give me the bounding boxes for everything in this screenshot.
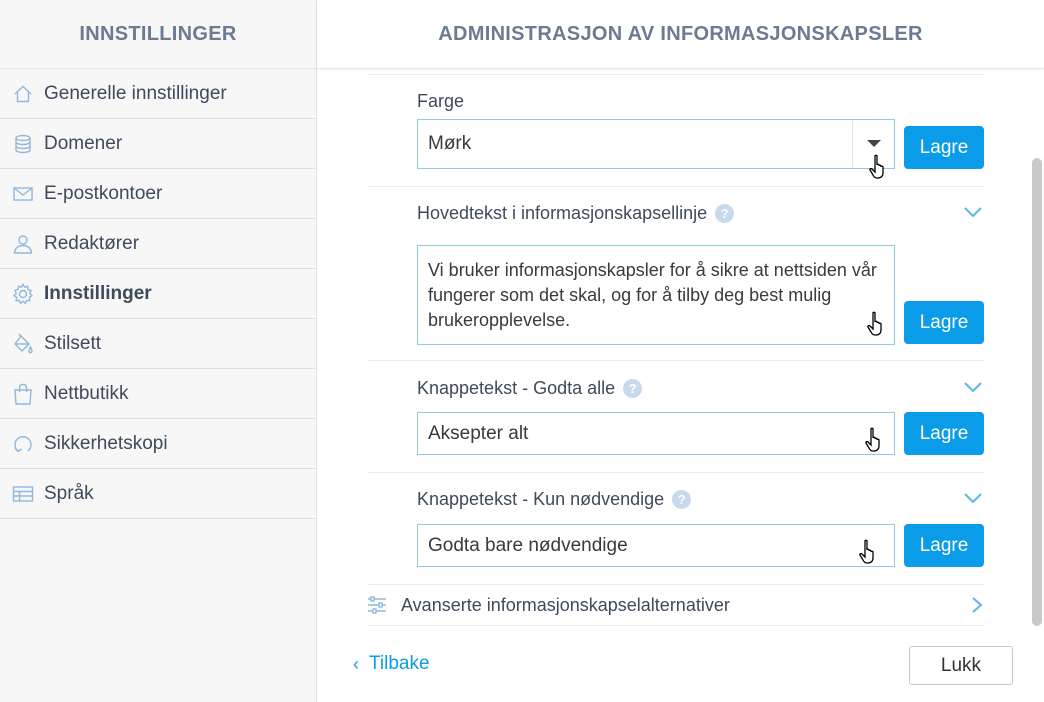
sidebar-item-label: Språk bbox=[44, 482, 94, 504]
save-necessary-button[interactable]: Lagre bbox=[904, 524, 984, 567]
sidebar-item-label: Nettbutikk bbox=[44, 382, 129, 404]
necessary-input[interactable] bbox=[417, 524, 895, 567]
help-icon[interactable]: ? bbox=[715, 204, 734, 223]
sidebar-item-general[interactable] bbox=[0, 69, 316, 119]
sliders-icon bbox=[367, 595, 387, 615]
user-icon bbox=[12, 233, 34, 255]
chevron-right-icon bbox=[970, 595, 984, 615]
accept-all-value: Aksepter alt bbox=[428, 423, 529, 444]
footer bbox=[317, 629, 1044, 702]
home-icon bbox=[12, 83, 34, 105]
main-panel bbox=[317, 0, 1044, 702]
necessary-label bbox=[417, 489, 691, 510]
sidebar-item-styles[interactable] bbox=[0, 319, 316, 369]
chevron-down-icon[interactable] bbox=[963, 380, 983, 394]
sidebar-item-label: Innstillinger bbox=[44, 282, 152, 304]
save-accept-all-button[interactable]: Lagre bbox=[904, 412, 984, 455]
mail-icon bbox=[12, 183, 34, 205]
gear-icon bbox=[12, 283, 34, 305]
sidebar-item-language[interactable] bbox=[0, 469, 316, 519]
hand-pointer-icon bbox=[858, 539, 880, 565]
sidebar-item-label: Sikkerhetskopi bbox=[44, 432, 168, 454]
sidebar-item-label: Domener bbox=[44, 132, 123, 154]
main-text-label-text: Hovedtekst i informasjonskapsellinje bbox=[417, 203, 708, 223]
main-text-value: Vi bruker informasjonskapsler for å sikre at nettsiden vår fungerer som det skal, og for å tilby deg best mulig brukeropplevelse. bbox=[428, 260, 877, 330]
sidebar-item-webshop[interactable] bbox=[0, 369, 316, 419]
sidebar-item-editors[interactable] bbox=[0, 219, 316, 269]
language-icon bbox=[12, 483, 34, 505]
paint-bucket-icon bbox=[12, 333, 34, 355]
settings-scroll-area[interactable] bbox=[317, 69, 1044, 629]
sidebar-item-label: E-postkontoer bbox=[44, 182, 163, 204]
accept-all-input[interactable] bbox=[417, 412, 895, 455]
sidebar-item-label: Stilsett bbox=[44, 332, 102, 354]
chevron-down-icon[interactable] bbox=[963, 205, 983, 219]
help-icon[interactable]: ? bbox=[672, 490, 691, 509]
caret-down-icon bbox=[867, 140, 881, 148]
main-text-label bbox=[417, 203, 734, 224]
sidebar-item-email-accounts[interactable] bbox=[0, 169, 316, 219]
page-title: ADMINISTRASJON AV INFORMASJONSKAPSLER bbox=[438, 22, 923, 45]
back-link[interactable] bbox=[353, 653, 430, 675]
accept-all-label-text: Knappetekst - Godta alle bbox=[417, 378, 616, 398]
chevron-left-icon: ‹ bbox=[353, 653, 359, 674]
close-button[interactable]: Lukk bbox=[909, 646, 1013, 685]
sidebar-item-domains[interactable] bbox=[0, 119, 316, 169]
database-icon bbox=[12, 133, 34, 155]
sidebar-title: INNSTILLINGER bbox=[79, 22, 237, 45]
hand-pointer-icon bbox=[864, 427, 886, 453]
necessary-label-text: Knappetekst - Kun nødvendige bbox=[417, 489, 665, 509]
sidebar-item-label: Redaktører bbox=[44, 232, 140, 254]
hand-pointer-icon bbox=[868, 154, 890, 180]
sidebar bbox=[0, 0, 317, 702]
necessary-value: Godta bare nødvendige bbox=[428, 535, 628, 556]
sidebar-item-backup[interactable] bbox=[0, 419, 316, 469]
color-select[interactable] bbox=[417, 119, 895, 169]
accept-all-label bbox=[417, 378, 642, 399]
hand-pointer-icon bbox=[866, 311, 888, 337]
backup-icon bbox=[12, 433, 34, 455]
back-label: Tilbake bbox=[369, 653, 430, 674]
color-select-value: Mørk bbox=[428, 133, 472, 154]
main-text-textarea[interactable] bbox=[417, 245, 895, 345]
shopping-bag-icon bbox=[12, 383, 34, 405]
color-label: Farge bbox=[417, 91, 465, 111]
advanced-label: Avanserte informasjonskapselalternativer bbox=[401, 594, 730, 615]
sidebar-item-settings[interactable] bbox=[0, 269, 316, 319]
scrollbar[interactable] bbox=[1032, 158, 1042, 626]
sidebar-header bbox=[0, 0, 316, 69]
save-main-text-button[interactable]: Lagre bbox=[904, 301, 984, 344]
save-color-button[interactable]: Lagre bbox=[904, 126, 984, 169]
sidebar-item-label: Generelle innstillinger bbox=[44, 82, 227, 104]
advanced-cookie-options[interactable] bbox=[367, 584, 984, 626]
main-header bbox=[317, 0, 1044, 69]
chevron-down-icon[interactable] bbox=[963, 491, 983, 505]
help-icon[interactable]: ? bbox=[623, 379, 642, 398]
